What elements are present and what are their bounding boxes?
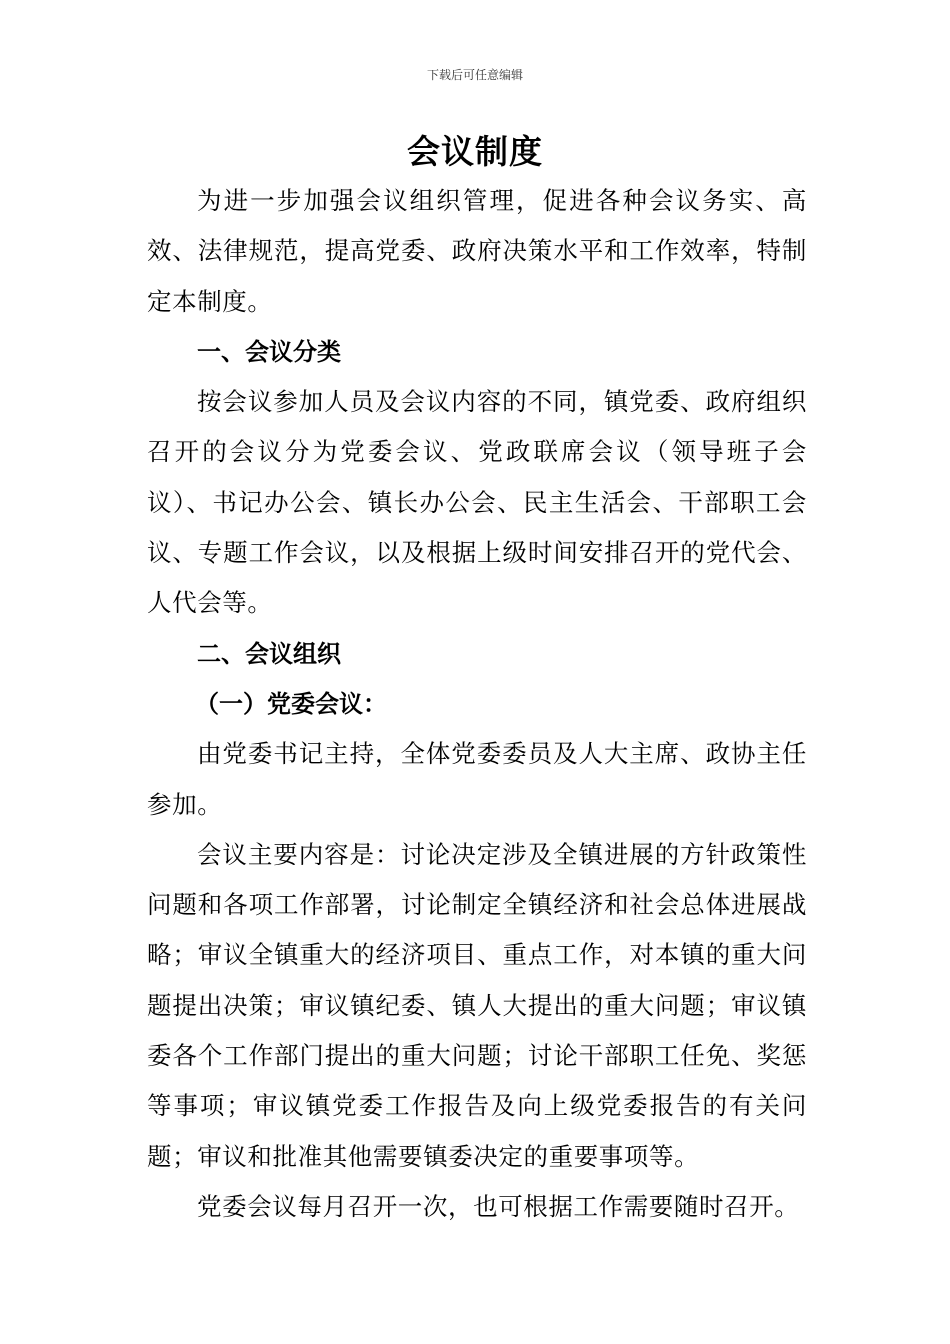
section-heading-2: 二、会议组织 [197,639,341,668]
document-body [147,176,807,1232]
section-1-paragraph: 按会议参加人员及会议内容的不同，镇党委、政府组织召开的会议分为党委会议、党政联席会议（领导班子会议）、书记办公会、镇长办公会、民主生活会、干部职工会议、专题工作会议，以及根据上级时间安排召开的党代会、人代会等。 [147,387,807,618]
section-heading-1: 一、会议分类 [197,337,341,366]
subsection-1-paragraph-1: 由党委书记主持，全体党委委员及人大主席、政协主任参加。 [147,739,807,819]
subsection-1-paragraph-2: 会议主要内容是：讨论决定涉及全镇进展的方针政策性问题和各项工作部署，讨论制定全镇经济和社会总体进展战略；审议全镇重大的经济项目、重点工作，对本镇的重大问题提出决策；审议镇纪委、镇人大提出的重大问题；审议镇委各个工作部门提出的重大问题；讨论干部职工任免、奖惩等事项；审议镇党委工作报告及向上级党委报告的有关问题；审议和批准其他需要镇委决定的重要事项等。 [147,839,807,1171]
intro-paragraph: 为进一步加强会议组织管理，促进各种会议务实、高效、法律规范，提高党委、政府决策水平和工作效率，特制定本制度。 [147,186,807,316]
subsection-1-paragraph-3: 党委会议每月召开一次，也可根据工作需要随时召开。 [197,1191,800,1221]
subsection-heading-1: （一）党委会议： [195,689,387,718]
document-title: 会议制度 [407,132,543,171]
header-note: 下载后可任意编辑 [426,68,523,82]
